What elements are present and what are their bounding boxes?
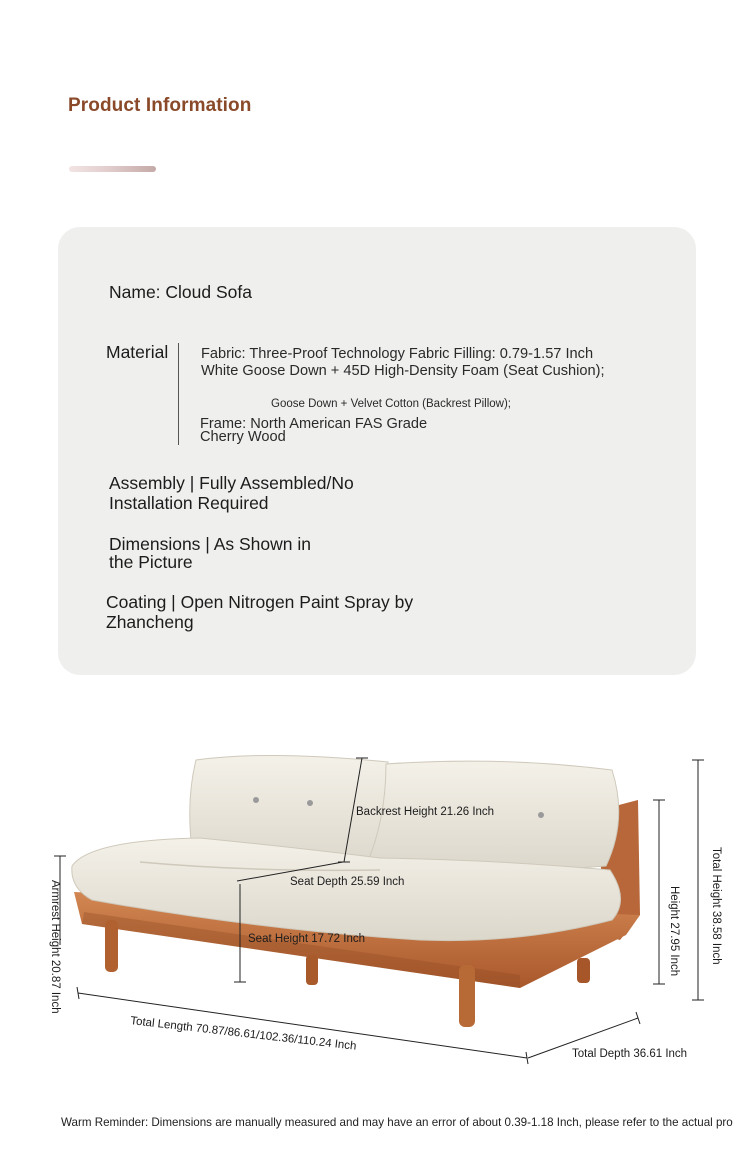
- material-line: Goose Down + Velvet Cotton (Backrest Pillow);: [271, 398, 512, 410]
- seat-height-label: Seat Height 17.72 Inch: [248, 933, 365, 945]
- title-underline-bar: [69, 166, 156, 172]
- total-depth-label: Total Depth 36.61 Inch: [572, 1048, 688, 1060]
- assembly-line: Installation Required: [109, 493, 269, 513]
- warm-reminder: Warm Reminder: Dimensions are manually measured and may have an error of about 0.39-1.18 Inch, please refer to the actual pro: [61, 1116, 733, 1129]
- sofa-leg: [459, 965, 475, 1027]
- total-length-label: Total Length 70.87/86.61/102.36/110.24 Inch: [129, 1015, 357, 1053]
- dimensions-line: the Picture: [109, 552, 193, 572]
- sofa-leg: [577, 958, 590, 983]
- backrest-height-label: Backrest Height 21.26 Inch: [356, 806, 495, 818]
- cushion-button: [307, 800, 313, 806]
- cushion-button: [538, 812, 544, 818]
- total-height-label: Total Height 38.58 Inch: [710, 847, 722, 965]
- height-label: Height 27.95 Inch: [668, 886, 680, 977]
- material-line: White Goose Down + 45D High-Density Foam (Seat Cushion);: [201, 363, 605, 379]
- material-line: Frame: North American FAS Grade: [200, 416, 428, 432]
- sofa-leg: [105, 920, 118, 972]
- material-line: Cherry Wood: [200, 429, 286, 445]
- section-title: Product Information: [68, 95, 252, 116]
- cushion-button: [253, 797, 259, 803]
- dimensions-line: Dimensions | As Shown in: [109, 534, 312, 554]
- sofa-leg: [306, 955, 318, 985]
- coating-line: Zhancheng: [106, 612, 194, 632]
- armrest-height-label: Armrest Height 20.87 Inch: [49, 880, 61, 1014]
- product-info-card: [58, 227, 696, 675]
- product-name: Name: Cloud Sofa: [109, 282, 252, 302]
- material-divider: [178, 343, 179, 445]
- seat-depth-label: Seat Depth 25.59 Inch: [290, 876, 405, 888]
- material-label: Material: [106, 342, 169, 362]
- coating-line: Coating | Open Nitrogen Paint Spray by: [106, 592, 414, 612]
- material-line: Fabric: Three-Proof Technology Fabric Filling: 0.79-1.57 Inch: [201, 346, 594, 362]
- sofa-dimension-diagram: [0, 740, 750, 1070]
- assembly-line: Assembly | Fully Assembled/No: [109, 473, 354, 493]
